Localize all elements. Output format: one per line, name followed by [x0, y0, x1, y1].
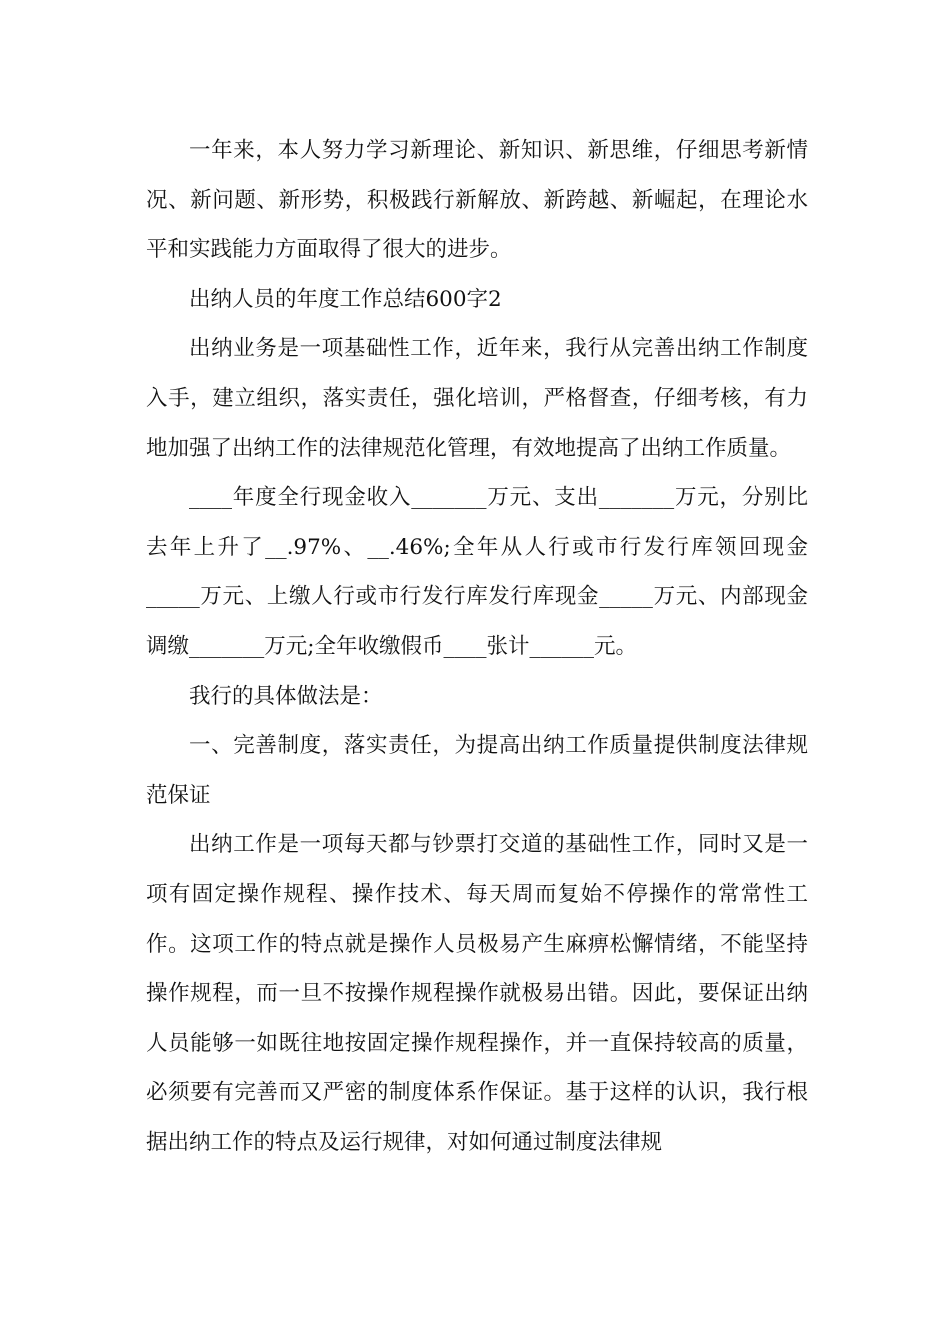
paragraph-subheading-one: 一、完善制度，落实责任，为提高出纳工作质量提供制度法律规范保证	[146, 733, 808, 808]
section-heading: 出纳人员的年度工作总结600字2	[189, 286, 502, 312]
paragraph-intro-summary: 一年来，本人努力学习新理论、新知识、新思维，仔细思考新情况、新问题、新形势，积极践行新解放、新跨越、新崛起，在理论水平和实践能力方面取得了很大的进步。	[146, 138, 808, 263]
paragraph-system-detail: 出纳工作是一项每天都与钞票打交道的基础性工作，同时又是一项有固定操作规程、操作技术、每天周而复始不停操作的常常性工作。这项工作的特点就是操作人员极易产生麻痹松懈情绪，不能坚持操作规程，而一旦不按操作规程操作就极易出错。因此，要保证出纳人员能够一如既往地按固定操作规程操作，并一直保持较高的质量，必须要有完善而又严密的制度体系作保证。基于这样的认识，我行根据出纳工作的特点及运行规律，对如何通过制度法律规	[146, 832, 808, 1155]
paragraph-cashier-overview: 出纳业务是一项基础性工作，近年来，我行从完善出纳工作制度入手，建立组织，落实责任，强化培训，严格督查，仔细考核，有力地加强了出纳工作的法律规范化管理，有效地提高了出纳工作质量。	[146, 336, 808, 461]
paragraph-methods-intro: 我行的具体做法是：	[189, 683, 383, 709]
document-body	[146, 126, 808, 1167]
paragraph-annual-figures: ____年度全行现金收入_______万元、支出_______万元，分别比去年上升了__.97%、__.46%;全年从人行或市行发行库领回现金_____万元、上缴人行或市行发行库发行库现金_____万元、内部现金调缴_______万元;全年收缴假币____张计______元。	[146, 485, 808, 659]
